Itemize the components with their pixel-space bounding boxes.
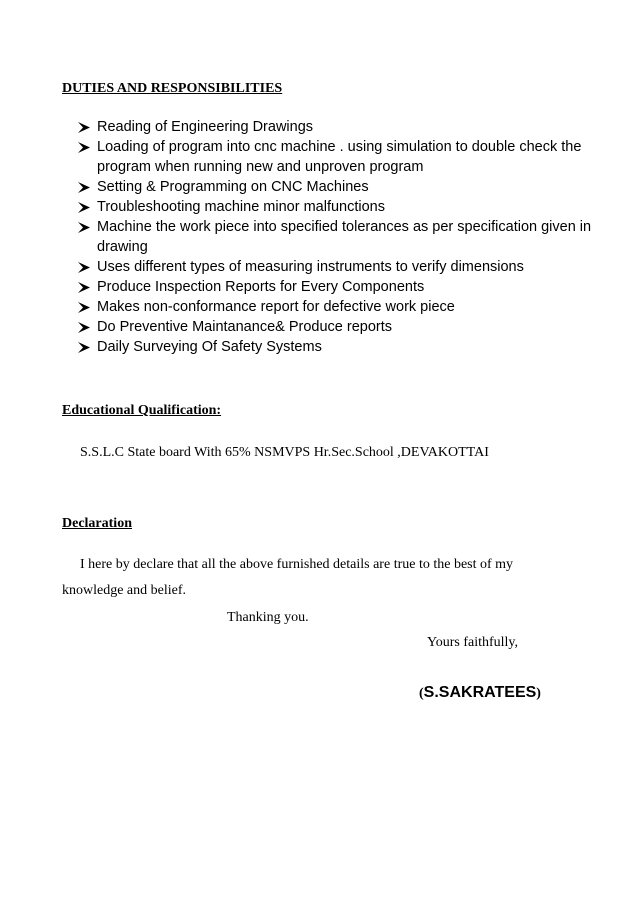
declaration-heading: Declaration <box>62 516 132 531</box>
arrow-bullet-icon <box>78 337 92 357</box>
arrow-bullet-icon <box>78 137 92 157</box>
list-item <box>78 177 598 197</box>
list-item <box>78 137 598 177</box>
arrow-bullet-icon <box>78 277 92 297</box>
list-item-text: Reading of Engineering Drawings <box>97 119 314 135</box>
signature <box>419 684 541 702</box>
list-item <box>78 217 598 257</box>
list-item-text: Machine the work piece into specified tolerances as per specification given in drawing <box>97 219 592 255</box>
list-item-text: Uses different types of measuring instruments to verify dimensions <box>97 259 524 275</box>
signature-open-paren: ( <box>419 686 424 701</box>
arrow-bullet-icon <box>78 177 92 197</box>
list-item <box>78 297 598 317</box>
arrow-bullet-icon <box>78 217 92 237</box>
list-item-text: Troubleshooting machine minor malfunctions <box>97 199 385 215</box>
duties-list <box>78 117 598 357</box>
arrow-bullet-icon <box>78 117 92 137</box>
arrow-bullet-icon <box>78 197 92 217</box>
thanking-text: Thanking you. <box>227 610 309 625</box>
education-detail: S.S.L.C State board With 65% NSMVPS Hr.Sec.School ,DEVAKOTTAI <box>80 445 489 460</box>
list-item <box>78 277 598 297</box>
list-item-text: Produce Inspection Reports for Every Components <box>97 279 425 295</box>
list-item <box>78 317 598 337</box>
list-item-text: Setting & Programming on CNC Machines <box>97 179 369 195</box>
arrow-bullet-icon <box>78 297 92 317</box>
arrow-bullet-icon <box>78 257 92 277</box>
list-item-text: Makes non-conformance report for defective work piece <box>97 299 455 315</box>
list-item-text: Loading of program into cnc machine . using simulation to double check the program when running new and unproven program <box>97 139 582 175</box>
signature-name: S.SAKRATEES <box>423 684 537 701</box>
list-item-text: Do Preventive Maintanance& Produce reports <box>97 319 392 335</box>
list-item <box>78 117 598 137</box>
declaration-line-1: I here by declare that all the above furnished details are true to the best of my <box>80 557 514 572</box>
closing-text: Yours faithfully, <box>427 635 519 650</box>
education-heading: Educational Qualification: <box>62 403 222 418</box>
list-item <box>78 257 598 277</box>
list-item <box>78 197 598 217</box>
list-item <box>78 337 598 357</box>
arrow-bullet-icon <box>78 317 92 337</box>
list-item-text: Daily Surveying Of Safety Systems <box>97 339 322 355</box>
signature-close-paren: ) <box>536 686 541 701</box>
duties-heading: DUTIES AND RESPONSIBILITIES <box>62 81 283 96</box>
declaration-line-2: knowledge and belief. <box>62 583 187 598</box>
